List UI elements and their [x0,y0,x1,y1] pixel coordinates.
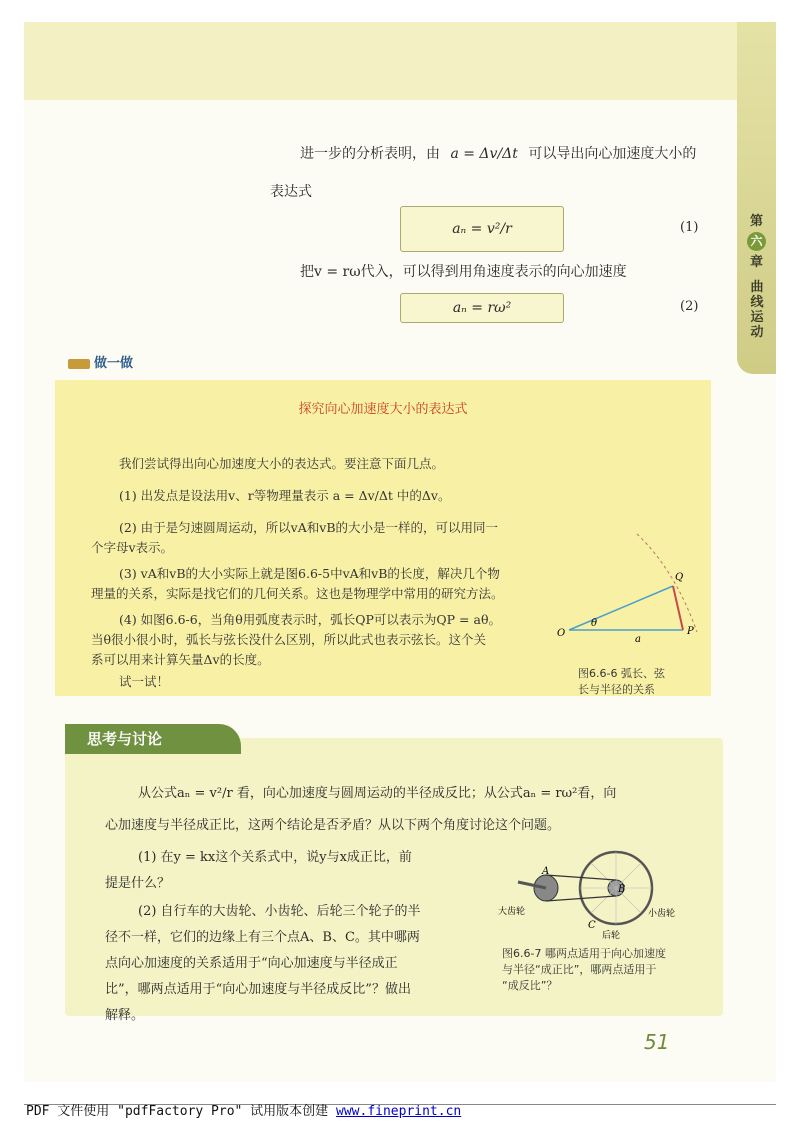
formula-1-box: aₙ = v²/r [400,206,564,252]
discussion-line: 点向心加速度的关系适用于“向心加速度与半径成正 [105,956,398,971]
dashed-arc [637,534,697,632]
intro-line-1-pre: 进一步的分析表明，由 [300,146,440,162]
caption-line: 图6.6-7 哪两点适用于向心加速度 [502,947,666,960]
activity-title: 探究向心加速度大小的表达式 [298,402,468,417]
label-b: B [618,884,626,895]
discussion-line: (1) 在y = kx这个关系式中，说y与x成正比，前 [138,850,412,865]
activity-line: 我们尝试得出向心加速度大小的表达式。要注意下面几点。 [119,456,445,471]
chapter-number-badge [737,232,776,251]
chapter-title: 曲线运动 [750,280,764,340]
figure-6-6-7-caption [502,946,666,994]
top-band [24,22,739,100]
activity-line: 系可以用来计算矢量Δv的长度。 [91,652,270,667]
label-p: P [687,626,694,637]
activity-line: (2) 由于是匀速圆周运动，所以vA和vB的大小是一样的，可以用同一 [119,520,499,535]
arc-radius-figure [555,530,705,650]
activity-line: 理量的关系，实际是找它们的几何关系。这也是物理学中常用的研究方法。 [91,586,504,601]
discussion-line: 比”，哪两点适用于“向心加速度与半径成反比”？做出 [105,982,411,997]
discussion-banner: 思考与讨论 [65,724,241,754]
discussion-line: 解释。 [105,1008,145,1023]
activity-header [68,352,133,371]
label-a: A [542,866,550,877]
chapter-suffix: 章 [749,255,763,270]
label-c: C [588,920,596,931]
label-q: Q [675,572,684,583]
discussion-line: 提是什么？ [105,876,171,891]
chord-qp [673,586,683,630]
activity-line: (3) vA和vB的大小实际上就是图6.6-5中vA和vB的长度，解决几个物 [119,566,500,581]
discussion-line: (2) 自行车的大齿轮、小齿轮、后轮三个轮子的半 [138,904,421,919]
label-small-gear: 小齿轮 [648,909,676,919]
caption-line: 与半径“成正比”，哪两点适用于 [502,963,657,976]
activity-line: 当θ很小很小时，弧长与弦长没什么区别，所以此式也表示弦长。这个关 [91,632,487,647]
label-big-gear: 大齿轮 [498,907,526,917]
activity-line: (1) 出发点是设法用v、r等物理量表示 a = Δv/Δt 中的Δv。 [119,488,451,503]
substitute-text: 把v = rω代入，可以得到用角速度表示的向心加速度 [300,264,627,280]
label-theta: θ [591,618,598,629]
caption-line: “成反比”？ [502,979,558,992]
intro-line-1-post: 可以导出向心加速度大小的 [528,146,697,162]
pdf-footer [26,1100,461,1119]
chapter-side-tab [737,22,776,374]
intro-formula: a = Δv/Δt [450,146,518,162]
footer-link[interactable]: www.fineprint.cn [336,1104,462,1119]
bicycle-gears-figure [498,848,694,940]
label-a: a [635,634,641,645]
activity-line: (4) 如图6.6-6，当角θ用弧度表示时，弧长QP可以表示为QP = aθ。 [119,612,501,627]
intro-line-2: 表达式 [270,184,312,200]
footer-text: PDF 文件使用 "pdfFactory Pro" 试用版本创建 [26,1104,337,1119]
radius-oq [569,586,673,630]
chapter-number: 六 [747,232,766,251]
label-rear-wheel: 后轮 [602,931,621,940]
chapter-prefix: 第 [749,214,763,229]
caption-line: 图6.6-6 弧长、弦 [578,667,665,680]
page-number: 51 [644,1030,670,1054]
formula-2-box: aₙ = rω² [400,293,564,323]
arrow-icon [68,359,90,369]
formula-2-number: (2) [680,299,699,314]
figure-6-6-6-caption [578,666,665,698]
activity-line: 试一试！ [119,674,170,689]
discussion-line: 径不一样，它们的边缘上有三个点A、B、C。其中哪两 [105,930,420,945]
discussion-line: 心加速度与半径成正比，这两个结论是否矛盾？从以下两个角度讨论这个问题。 [105,818,561,833]
activity-line: 个字母v表示。 [91,540,174,555]
intro-line-1 [300,144,696,164]
discussion-line: 从公式aₙ = v²/r 看，向心加速度与圆周运动的半径成反比；从公式aₙ = rω²看，向 [138,786,617,801]
activity-header-label: 做一做 [94,356,134,371]
formula-1-number: (1) [680,220,699,235]
label-o: O [557,628,566,639]
caption-line: 长与半径的关系 [578,683,655,696]
